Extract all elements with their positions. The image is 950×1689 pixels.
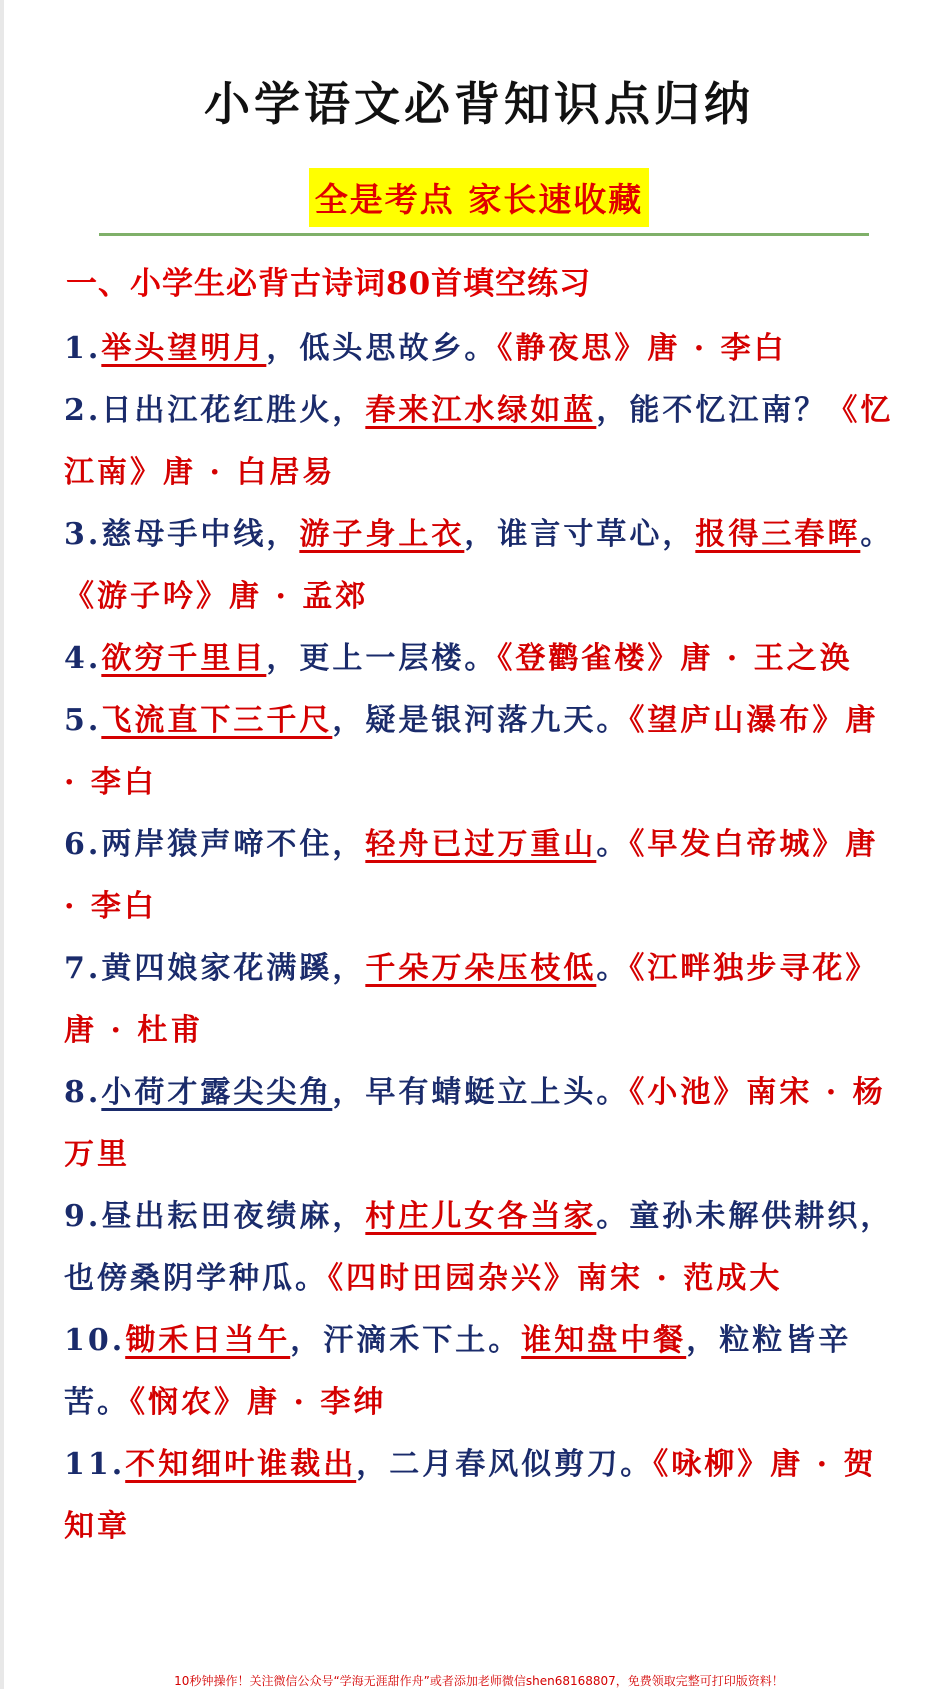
- answer-blank: 飞流直下三千尺: [101, 703, 333, 738]
- answer-blank: 谁知盘中餐: [521, 1323, 687, 1358]
- item-number: 2.: [64, 393, 102, 428]
- poem-item: [64, 1434, 894, 1558]
- poem-source: 《咏柳》唐 · 贺知章: [64, 1447, 877, 1544]
- item-number: 9.: [64, 1199, 102, 1234]
- poem-text: 。童孙未解供耕织，也傍桑阴学种瓜。: [64, 1199, 894, 1296]
- poem-source: 《悯农》唐 · 李绅: [130, 1385, 387, 1420]
- page-title: 小学语文必背知识点归纳: [204, 77, 754, 131]
- poem-item: [64, 504, 894, 628]
- poem-text: ，能不忆江南？: [596, 393, 828, 428]
- poem-text: 。: [596, 827, 630, 862]
- poem-source: 《游子吟》唐 · 孟郊: [64, 579, 369, 614]
- poem-text: 昼出耘田夜绩麻，: [101, 1199, 366, 1234]
- item-number: 1.: [64, 331, 102, 366]
- poem-text: 黄四娘家花满蹊，: [101, 951, 366, 986]
- item-number: 4.: [64, 641, 102, 676]
- poem-source: 《四时田园杂兴》南宋 · 范成大: [328, 1261, 783, 1296]
- poem-item: [64, 1186, 894, 1310]
- poem-item: [64, 318, 894, 380]
- poem-text: ，疑是银河落九天。: [332, 703, 630, 738]
- poem-item: [64, 690, 894, 814]
- poem-source: 《静夜思》唐 · 李白: [497, 331, 787, 366]
- poem-source: 《早发白帝城》唐 · 李白: [64, 827, 879, 924]
- answer-blank: 举头望明月: [101, 331, 267, 366]
- poem-text: ，谁言寸草心，: [464, 517, 696, 552]
- poem-text: ，早有蜻蜓立上头。: [332, 1075, 630, 1110]
- poem-item: [64, 814, 894, 938]
- poem-text: 。: [860, 517, 894, 552]
- answer-blank: 锄禾日当午: [125, 1323, 291, 1358]
- poem-text: 日出江花红胜火，: [101, 393, 366, 428]
- poem-text: ，更上一层楼。: [266, 641, 498, 676]
- subtitle-banner: 全是考点 家长速收藏: [309, 168, 650, 227]
- answer-blank: 轻舟已过万重山: [365, 827, 597, 862]
- poem-text: ，粒粒皆辛苦。: [64, 1323, 852, 1420]
- item-number: 5.: [64, 703, 102, 738]
- poem-text: 。: [596, 951, 630, 986]
- poem-text: ，二月春风似剪刀。: [356, 1447, 654, 1482]
- item-number: 7.: [64, 951, 102, 986]
- answer-blank: 不知细叶谁裁出: [125, 1447, 357, 1482]
- item-number: 10.: [64, 1323, 126, 1358]
- section-title: 一、小学生必背古诗词80首填空练习: [66, 266, 592, 302]
- poem-source: 《小池》南宋 · 杨万里: [64, 1075, 886, 1172]
- poem-item: [64, 380, 894, 504]
- answer-blank: 欲穷千里目: [101, 641, 267, 676]
- poem-item: [64, 1062, 894, 1186]
- poem-text: 两岸猿声啼不住，: [101, 827, 366, 862]
- answer-blank: 小荷才露尖尖角: [101, 1075, 333, 1110]
- item-number: 6.: [64, 827, 102, 862]
- item-number: 11.: [64, 1447, 126, 1482]
- poem-source: 《江畔独步寻花》唐 · 杜甫: [64, 951, 879, 1048]
- poem-source: 《望庐山瀑布》唐 · 李白: [64, 703, 879, 800]
- poem-source: 《忆江南》唐 · 白居易: [64, 393, 894, 490]
- answer-blank: 春来江水绿如蓝: [365, 393, 597, 428]
- subtitle-wrap: [4, 168, 950, 227]
- poem-text: ，低头思故乡。: [266, 331, 498, 366]
- item-number: 3.: [64, 517, 102, 552]
- poem-item: [64, 628, 894, 690]
- poem-item: [64, 938, 894, 1062]
- answer-blank: 报得三春晖: [695, 517, 861, 552]
- poem-list: [64, 318, 894, 1558]
- answer-blank: 千朵万朵压枝低: [365, 951, 597, 986]
- poem-item: [64, 1310, 894, 1434]
- footer-note: 10秒钟操作！关注微信公众号“学海无涯甜作舟”或者添加老师微信shen68168807，免费领取完整可打印版资料！: [174, 1674, 784, 1688]
- answer-blank: 游子身上衣: [299, 517, 465, 552]
- poem-source: 《登鹳雀楼》唐 · 王之涣: [497, 641, 853, 676]
- divider-line: [99, 233, 869, 236]
- item-number: 8.: [64, 1075, 102, 1110]
- answer-blank: 村庄儿女各当家: [365, 1199, 597, 1234]
- poem-text: 慈母手中线，: [101, 517, 300, 552]
- poem-text: ，汗滴禾下土。: [290, 1323, 522, 1358]
